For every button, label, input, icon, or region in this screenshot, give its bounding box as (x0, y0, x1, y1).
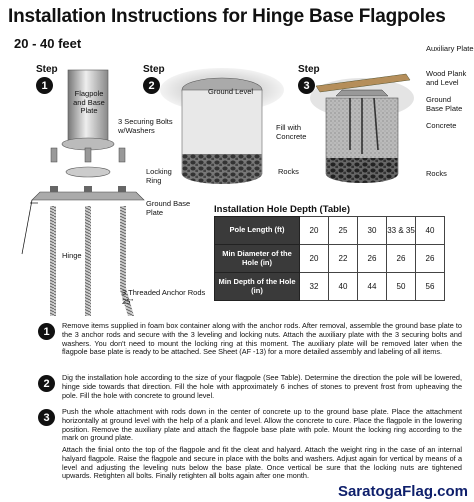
ground-base-plate-shape (32, 192, 144, 200)
table-cell: 40 (329, 273, 358, 301)
row-header: Min Depth of the Hole (in) (215, 273, 300, 301)
table-cell: 40 (416, 217, 445, 245)
step-3-illustration (306, 60, 416, 200)
rocks-label-3: Rocks (426, 169, 447, 178)
table-cell: 30 (358, 217, 387, 245)
flagpole-label: Flagpole and Base Plate (73, 89, 105, 115)
table-row (215, 273, 445, 301)
anchor-rods-label: 3 Threaded Anchor Rods 25" (122, 288, 206, 306)
securing-bolts (51, 148, 125, 162)
table-row (215, 245, 445, 273)
step-3-label: Step (298, 64, 320, 75)
step-2-badge: 2 (143, 77, 160, 94)
wood-plank-label: Wood Plank and Level (426, 69, 467, 87)
step-2-illustration (158, 64, 288, 194)
concrete-label: Concrete (426, 121, 457, 130)
ground-base-plate-label-3: Ground Base Plate (426, 95, 463, 113)
site-watermark: SaratogaFlag.com (337, 483, 468, 500)
instruction-2-text: Dig the installation hole according to the size of your flagpole (See Table). Determine the direction the pole will be lowered, hinge side towards that direction. Fill the hole with approximately 6 inches of stones to prevent frost from upheaving the pole. Fill the hole with concrete to ground level. (62, 373, 462, 400)
table-cell: 20 (300, 245, 329, 273)
row-header: Min Diameter of the Hole (in) (215, 245, 300, 273)
page-subtitle: 20 - 40 feet (14, 36, 82, 51)
table-cell: 50 (387, 273, 416, 301)
instruction-3-badge: 3 (38, 409, 55, 426)
step-3-badge: 3 (298, 77, 315, 94)
locking-ring-shape (66, 167, 110, 177)
table-cell: 44 (358, 273, 387, 301)
table-cell: 26 (416, 245, 445, 273)
fill-concrete-label: Fill with Concrete (276, 123, 307, 141)
table-cell: 56 (416, 273, 445, 301)
table-cell: 25 (329, 217, 358, 245)
instruction-3-text: Push the whole attachment with rods down in the center of concrete up to the ground base plate. Place the attachment horizontally at ground level with the help of a plank and level. Allow the concrete to cure. Place the flagpole in the lowering position. Remove the auxiliary plate and attach the flagpole base plate with pole. Mount the locking ring according to the mark on ground plate. (62, 407, 462, 443)
auxiliary-plate-shape (336, 90, 388, 96)
page-title: Installation Instructions for Hinge Base Flagpoles (8, 6, 446, 27)
hole-depth-table (214, 216, 445, 301)
table-cell: 33 & 35 (387, 217, 416, 245)
step-1-badge: 1 (36, 77, 53, 94)
bolts-label: 3 Securing Bolts w/Washers (118, 117, 173, 135)
hinge-label: Hinge (62, 251, 82, 260)
ground-level-label: Ground Level (208, 87, 254, 96)
auxiliary-plate-label: Auxiliary Plate (426, 44, 474, 53)
row-header: Pole Length (ft) (215, 217, 300, 245)
locking-ring-label: Locking Ring (146, 167, 172, 185)
table-row (215, 217, 445, 245)
table-title: Installation Hole Depth (Table) (214, 204, 350, 215)
table-cell: 22 (329, 245, 358, 273)
rocks-label-2: Rocks (278, 167, 299, 176)
table-cell: 26 (358, 245, 387, 273)
final-note-text: Attach the finial onto the top of the flagpole and fit the cleat and halyard. Attach the weight ring in the case of an internal halyard flagpole. Raise the flagpole and secure in place with the bolts and washers. Adjust again for vertical by means of a level and adjusting the leveling nuts below the base plate. Once vertical be sure that the locking nuts are tightened upwards. Retighten all bolts. Finally retighten all bolts again after one month. (62, 445, 462, 481)
step-1-label: Step (36, 64, 58, 75)
ground-base-plate-label-1: Ground Base Plate (146, 199, 191, 217)
step-2-label: Step (143, 64, 165, 75)
instruction-2-badge: 2 (38, 375, 55, 392)
instruction-1-text: Remove items supplied in foam box container along with the anchor rods. After removal, assemble the ground base plate to the 3 anchor rods and secure with the 3 leveling and locking nuts. Attach the auxiliary plate with the 3 securing bolts and washers. You don't need to mount the locking ring at this moment. The auxiliary plate will be removed later when the flagpole base plate is ready to be attached. See Sheet (AF -13) for a more detailed assembly and labeling of all items. (62, 321, 462, 357)
instruction-1-badge: 1 (38, 323, 55, 340)
table-cell: 20 (300, 217, 329, 245)
table-cell: 26 (387, 245, 416, 273)
table-cell: 32 (300, 273, 329, 301)
